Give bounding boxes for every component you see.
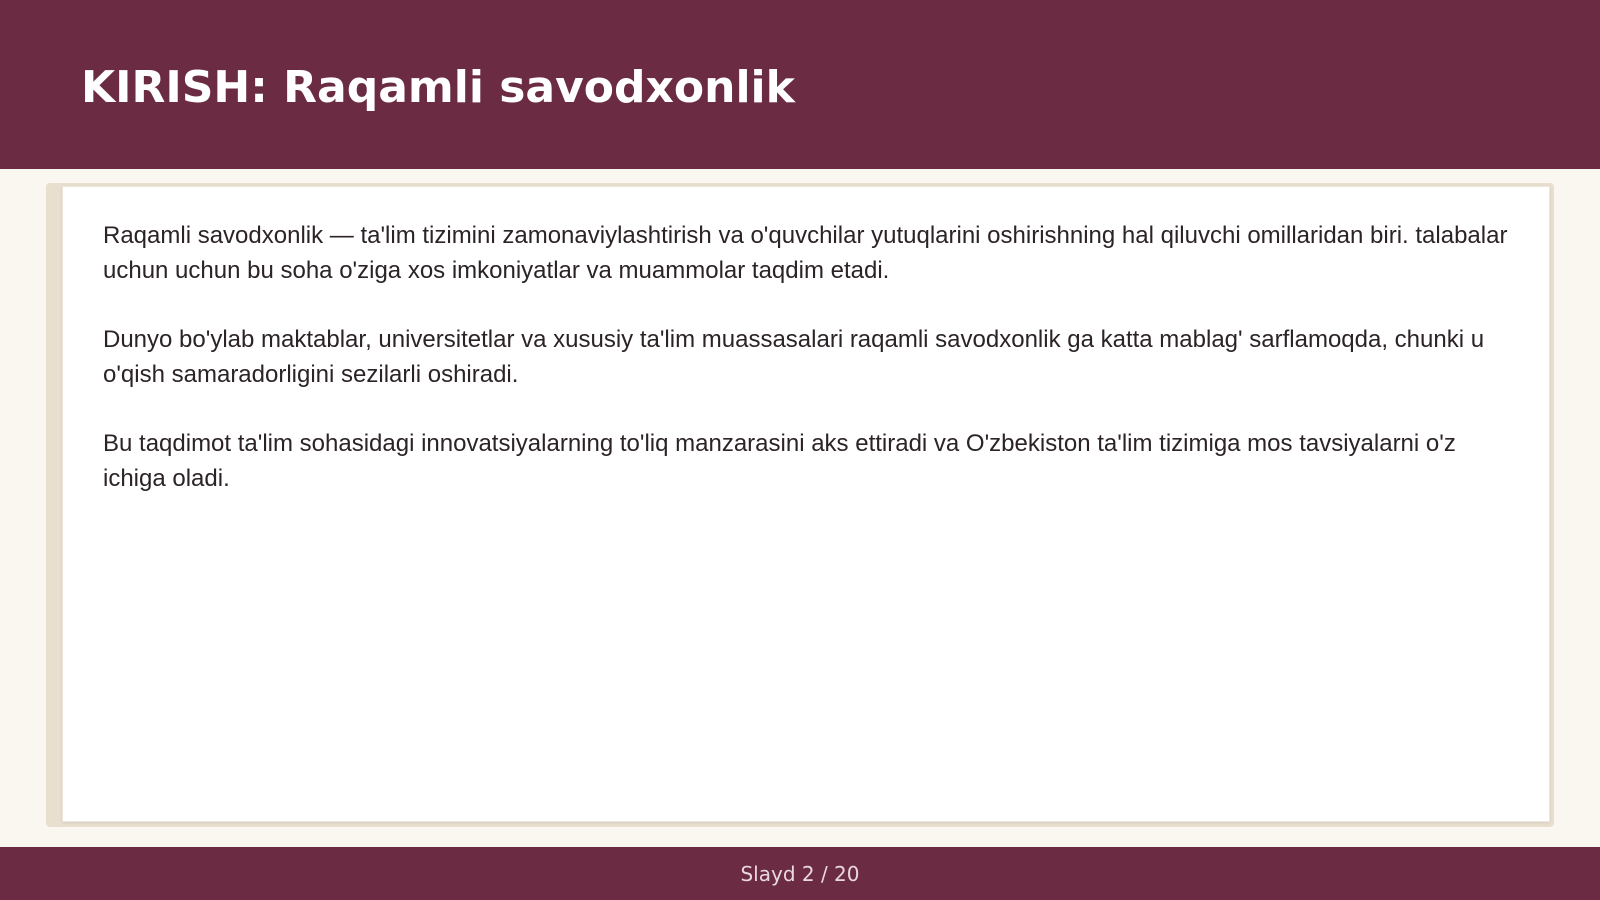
body-paragraph-2: Dunyo bo'ylab maktablar, universitetlar va xususiy ta'lim muassasalari raqamli savodxonlik ga katta mablag' sarflamoqda, chunki u o'qish samaradorligini sezilarli oshiradi. <box>103 326 1485 388</box>
slide-header <box>0 0 1600 169</box>
body-paragraph-3: Bu taqdimot ta'lim sohasidagi innovatsiyalarning to'liq manzarasini aks ettiradi va O'zbekiston ta'lim tizimiga mos tavsiyalarni o'z ichiga oladi. <box>103 430 1456 492</box>
body-paragraph-1: Raqamli savodxonlik — ta'lim tizimini zamonaviylashtirish va o'quvchilar yutuqlarini oshirishning hal qiluvchi omillaridan biri. talabalar uchun uchun bu soha o'ziga xos imkoniyatlar va muammolar taqdim etadi. <box>103 222 1508 284</box>
slide-counter: Slayd 2 / 20 <box>740 861 860 886</box>
slide-body <box>103 218 1523 530</box>
slide-title: KIRISH: Raqamli savodxonlik <box>81 62 795 113</box>
slide-footer <box>0 847 1600 900</box>
